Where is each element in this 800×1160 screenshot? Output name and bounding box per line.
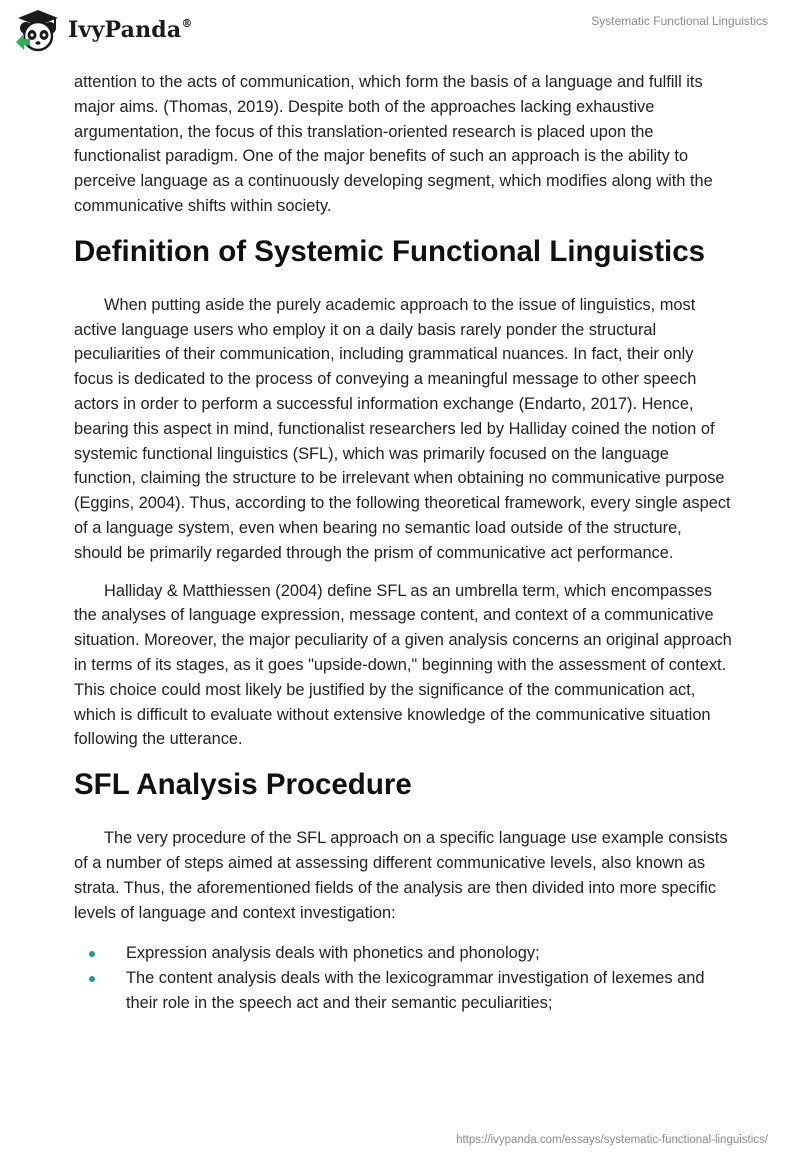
paragraph: The very procedure of the SFL approach on a specific language use example consists of a number of steps aimed at assessing different communicative levels, also known as strata. Thus, the aforementioned fields of the analysis are then divided into more specific levels of language and context investigation: xyxy=(74,829,728,922)
brand-name: IvyPanda® xyxy=(68,16,193,43)
panda-graduate-icon xyxy=(14,8,62,52)
paragraph: Halliday & Matthiessen (2004) define SFL as an umbrella term, which encompasses the analyses of language expression, message content, and context of a communicative situation. Moreover, the major peculiarity of a given analysis concerns an original approach in terms of its stages, as it goes "upside-down," beginning with the assessment of context. This choice could most likely be justified by the significance of the communication act, which is difficult to evaluate without extensive knowledge of the communicative situation following the utterance. xyxy=(74,581,732,749)
section-heading-definition: Definition of Systemic Functional Linguistics xyxy=(74,234,706,268)
intro-paragraph: attention to the acts of communication, which form the basis of a language and fulfill its major aims. (Thomas, 2019). Despite both of the approaches lacking exhaustive argumentation, the focus of this translation-oriented research is placed upon the functionalist paradigm. One of the major benefits of such an approach is the ability to perceive language as a continuously developing segment, which modifies along with the communicative shifts within society. xyxy=(74,73,713,215)
list-item-text: Expression analysis deals with phonetics and phonology; xyxy=(126,944,540,963)
list-item-text: The content analysis deals with the lexicogrammar investigation of lexemes and their role in the speech act and their semantic peculiarities; xyxy=(126,969,705,1012)
list-item xyxy=(74,941,734,966)
section-heading-procedure: SFL Analysis Procedure xyxy=(74,768,412,802)
article-body xyxy=(74,70,734,1016)
document-title: Systematic Functional Linguistics xyxy=(591,14,768,28)
bullet-icon xyxy=(89,976,95,982)
bullet-list xyxy=(74,941,734,1015)
bullet-icon xyxy=(89,951,95,957)
brand-logo[interactable] xyxy=(14,8,193,52)
paragraph: When putting aside the purely academic approach to the issue of linguistics, most active language users who employ it on a daily basis rarely ponder the structural peculiarities of their communication, including grammatical nuances. In fact, their only focus is dedicated to the process of conveying a meaningful message to other speech actors in order to perform a successful information exchange (Endarto, 2017). Hence, bearing this aspect in mind, functionalist researchers led by Halliday coined the notion of systemic functional linguistics (SFL), which was primarily focused on the language function, claiming the structure to be irrelevant when obtaining no communicative purpose (Eggins, 2004). Thus, according to the following theoretical framework, every single aspect of a language system, even when bearing no semantic load outside of the structure, should be primarily regarded through the prism of communicative act performance. xyxy=(74,295,731,562)
list-item xyxy=(74,966,734,1016)
source-url[interactable]: https://ivypanda.com/essays/systematic-functional-linguistics/ xyxy=(456,1134,768,1146)
page-header xyxy=(0,0,800,62)
